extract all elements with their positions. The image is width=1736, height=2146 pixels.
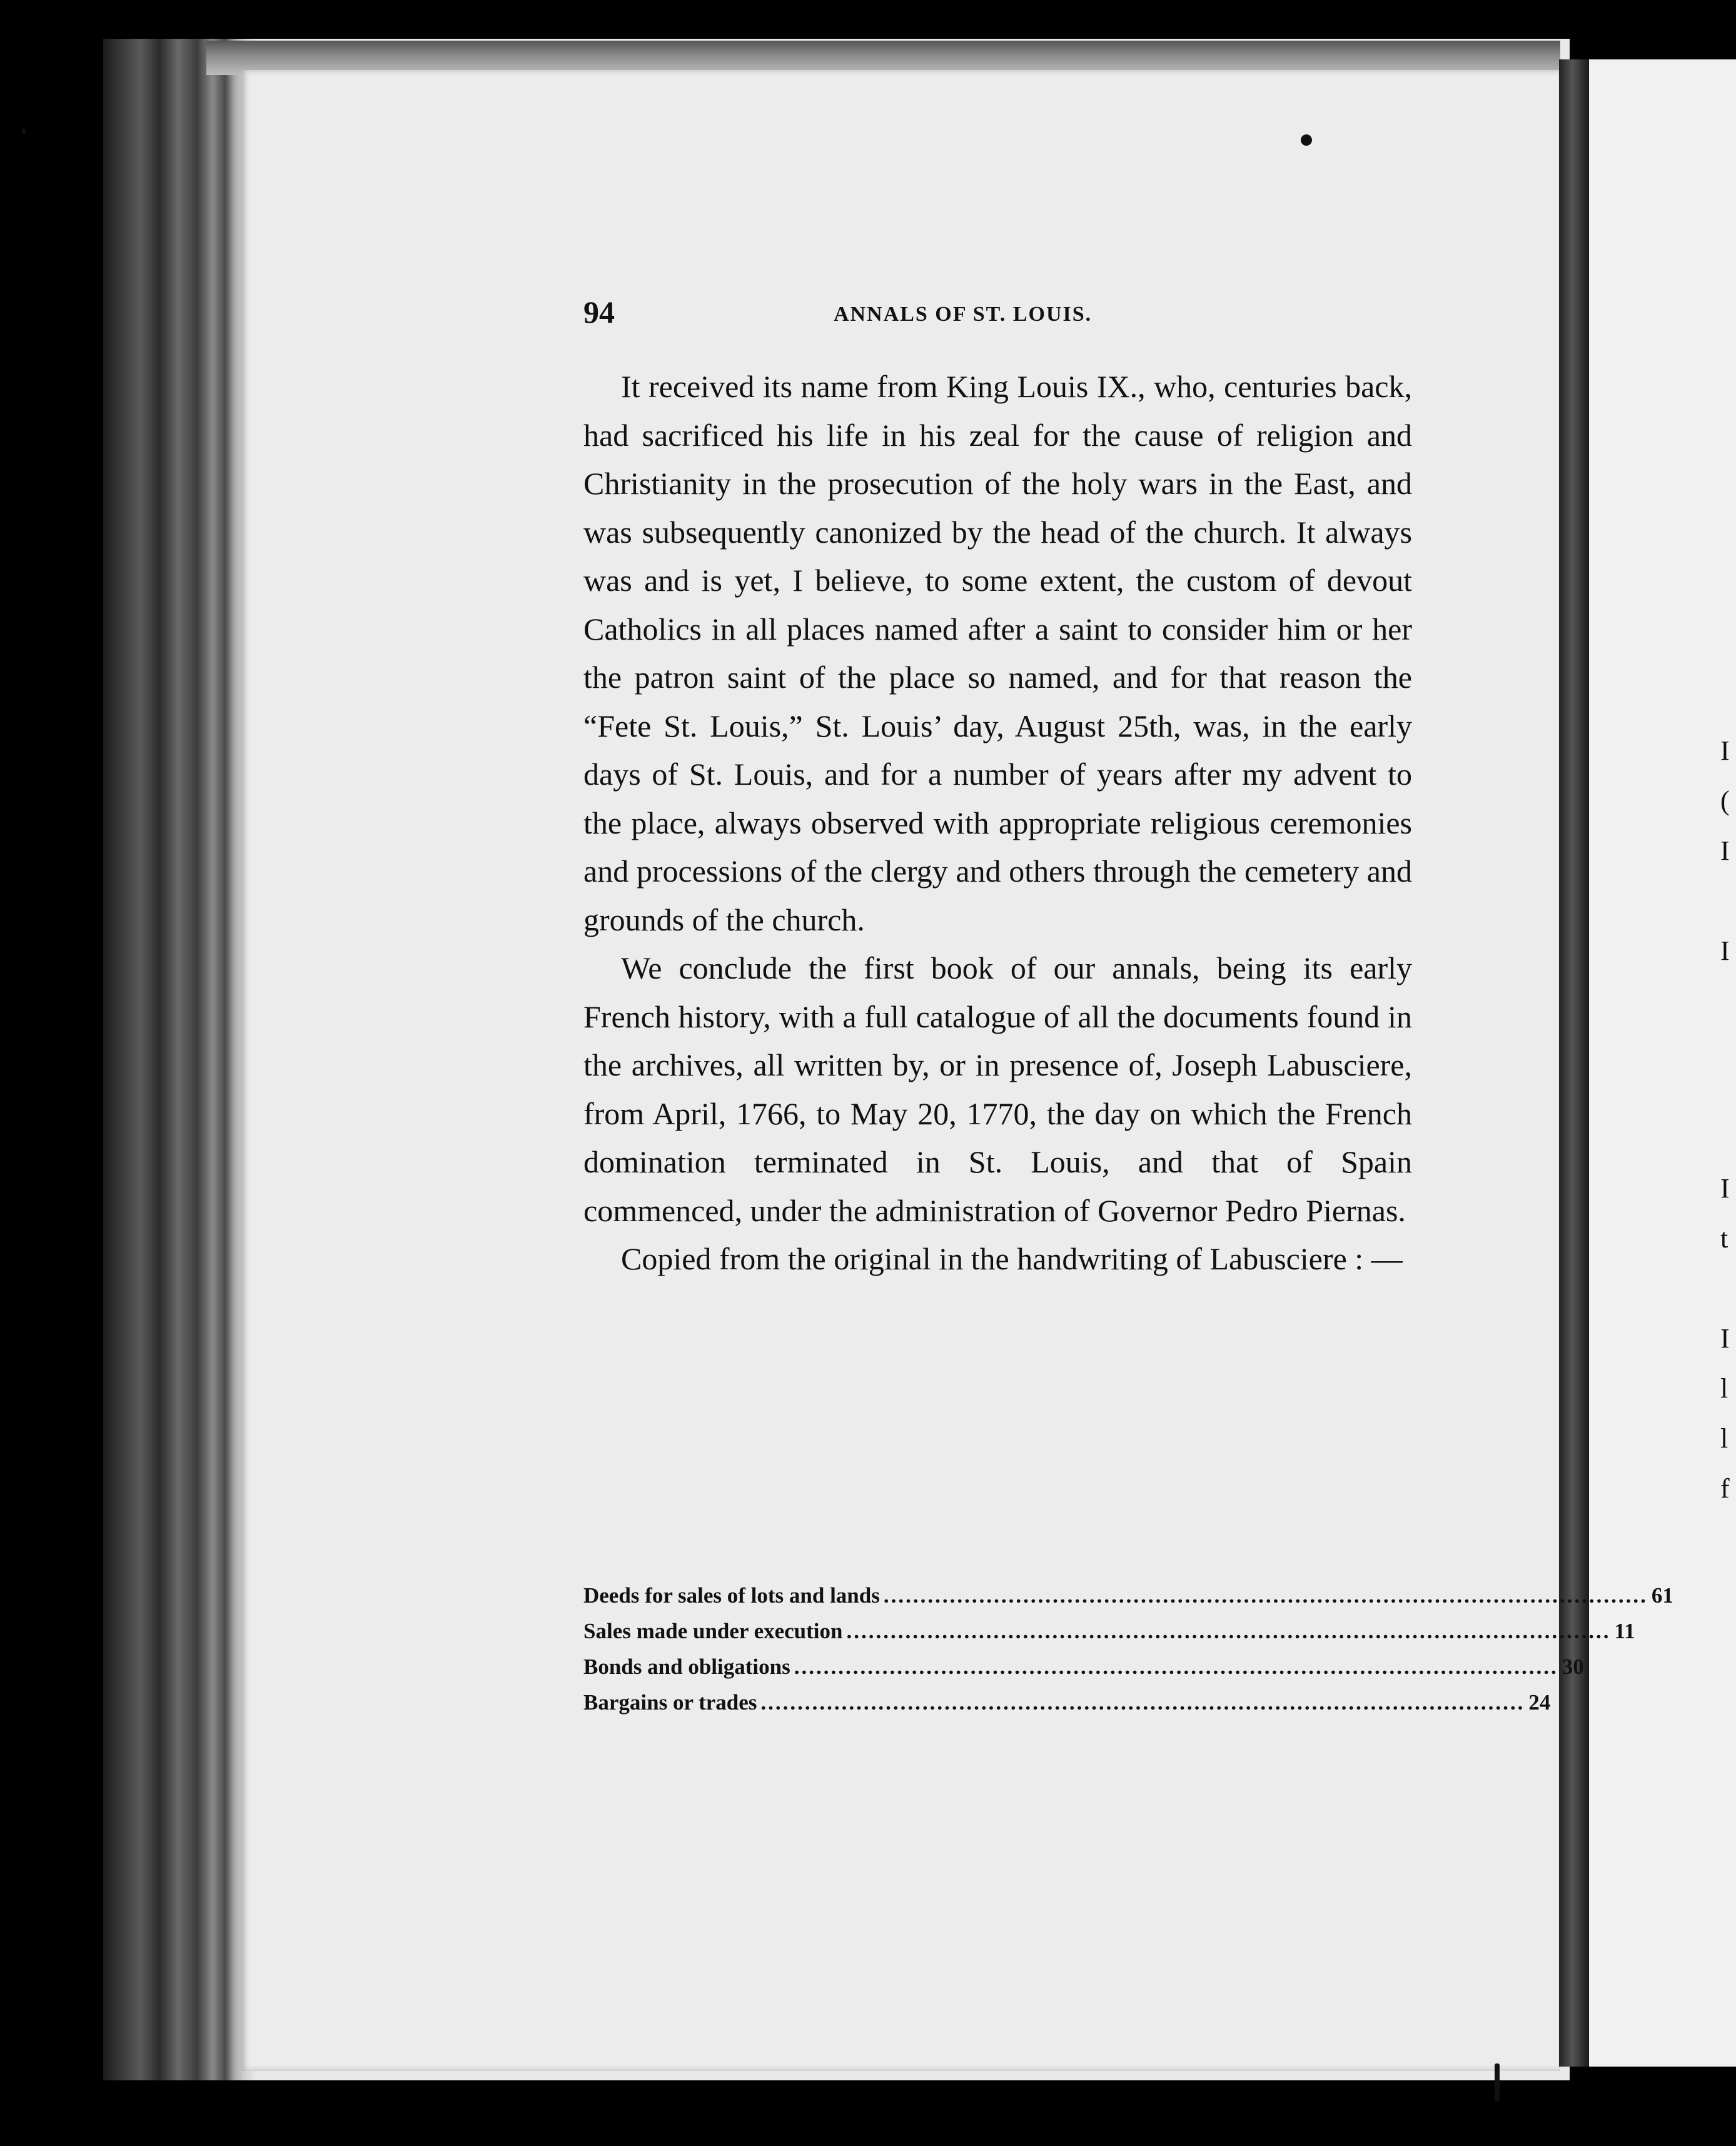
catalogue-label: Bargains or trades [583, 1690, 757, 1715]
dot-leader: ........................................................................................................ [794, 1655, 1558, 1679]
catalogue-row [583, 1685, 1551, 1720]
catalogue-row [583, 1649, 1584, 1685]
page-number: 94 [583, 295, 615, 330]
body-text [583, 363, 1412, 1284]
running-title: ANNALS OF ST. LOUIS. [834, 303, 1093, 326]
catalogue-count: 24 [1528, 1690, 1551, 1715]
scan-speck [22, 128, 26, 134]
catalogue-label: Sales made under execution [583, 1619, 843, 1643]
dot-leader: ........................................................................................................ [846, 1619, 1611, 1643]
running-head [583, 294, 1409, 338]
dot-leader: ........................................................................................................ [883, 1583, 1648, 1608]
catalogue-row [583, 1578, 1673, 1613]
scan-speck [1495, 2063, 1500, 2101]
catalogue-label: Bonds and obligations [583, 1655, 790, 1679]
catalogue-label: Deeds for sales of lots and lands [583, 1583, 880, 1608]
catalogue-count: 11 [1614, 1619, 1635, 1643]
adjacent-page-edge: I ( I I I t I l l f [1589, 59, 1736, 2067]
catalogue-row [583, 1613, 1635, 1649]
paragraph: Copied from the original in the handwriting of Labusciere : — [621, 1241, 1403, 1276]
book-gutter [1559, 59, 1589, 2067]
catalogue-count: 30 [1562, 1655, 1584, 1679]
document-catalogue [583, 1578, 1673, 1720]
catalogue-count: 61 [1651, 1583, 1673, 1608]
scan-speck [1301, 134, 1312, 146]
dot-leader: ........................................................................................................ [760, 1690, 1525, 1715]
paragraph: It received its name from King Louis IX., who, centuries back, had sacrificed his life in his zeal for the cause of religion and Christianity in the prosecution of the holy wars in the East, and was subsequently canonized by the head of the church. It always was and is yet, I believe, to some extent, the custom of devout Catholics in all places named after a saint to consider him or her the patron saint of the place so named, and for that reason the “Fete St. Louis,” St. Louis’ day, August 25th, was, in the early days of St. Louis, and for a number of years after my advent to the place, always observed with appropriate religious ceremonies and processions of the clergy and others through the cemetery and grounds of the church. [583, 369, 1412, 937]
paragraph: We conclude the first book of our annals, being its early French history, with a full catalogue of all the documents found in the archives, all written by, or in presence of, Joseph Labusciere, from April, 1766, to May 20, 1770, the day on which the French domination terminated in St. Louis, and that of Spain commenced, under the administration of Governor Pedro Piernas. [583, 950, 1412, 1228]
